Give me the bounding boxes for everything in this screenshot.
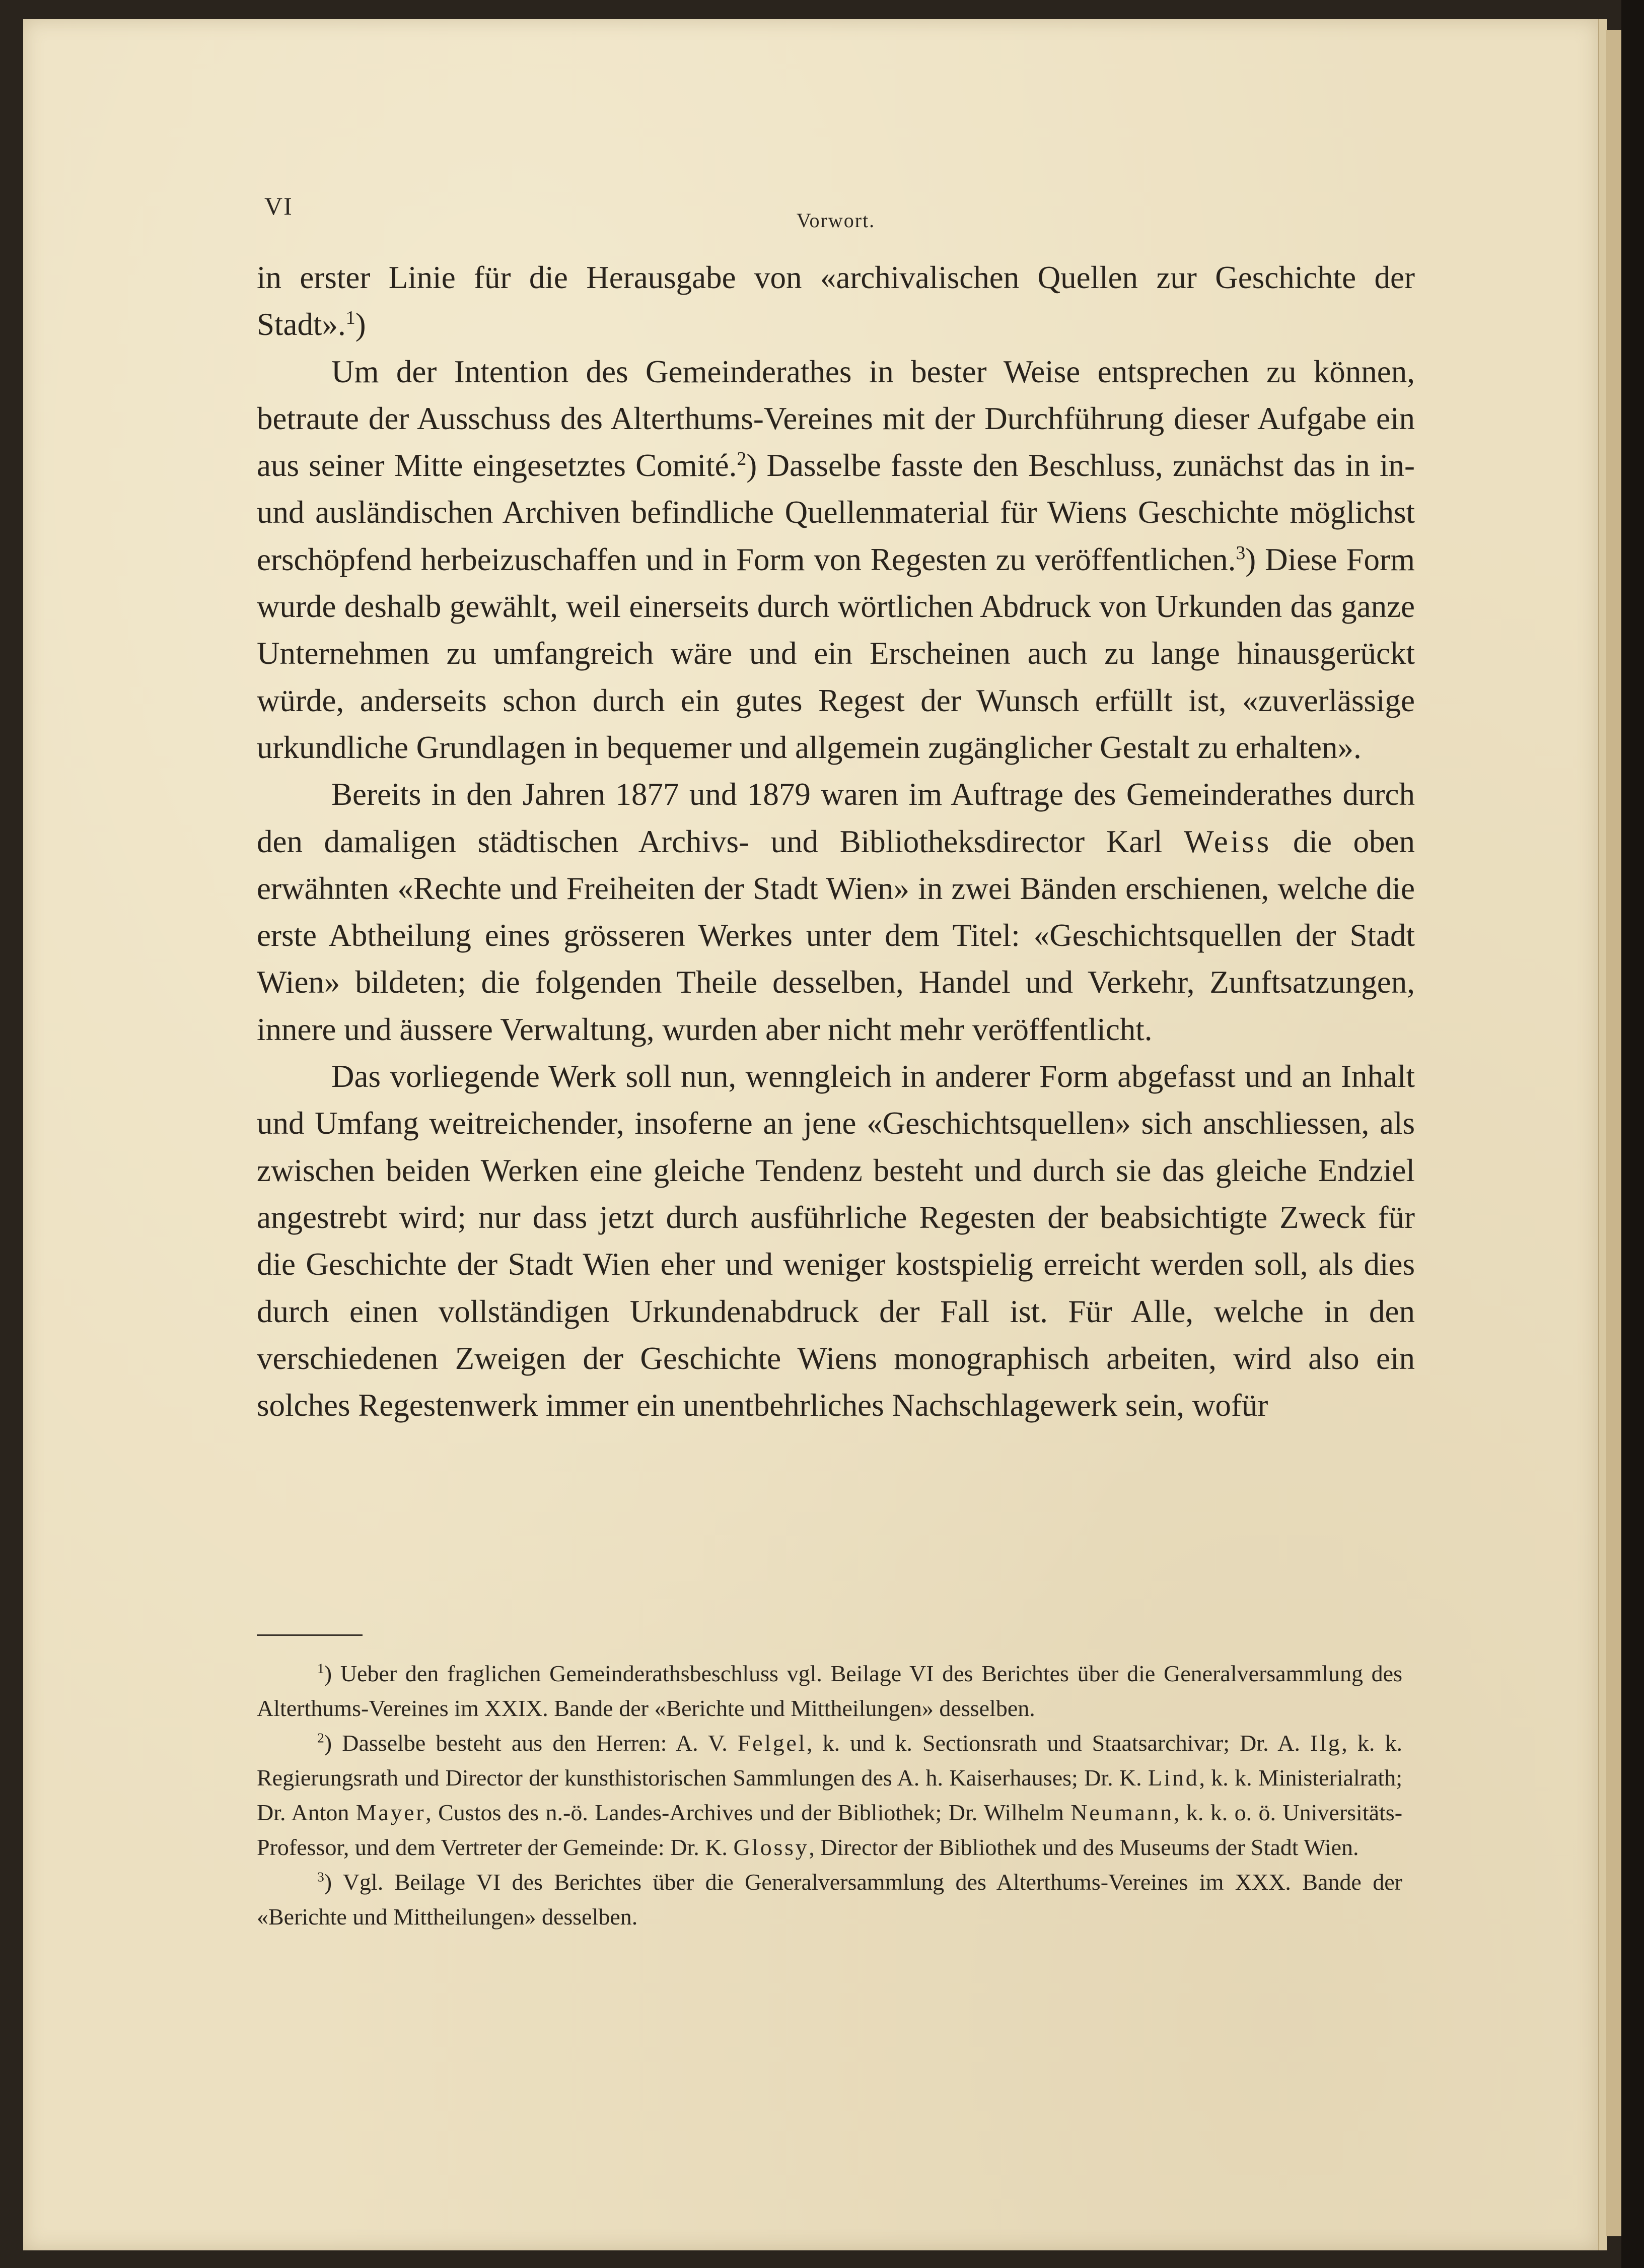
running-head	[264, 191, 1407, 232]
person-name: Weiss	[1184, 823, 1272, 859]
footnote-2: $^2$) Dasselbe besteht aus den Herren: A. V. Felgel, k. und k. Sectionsrath und Staatsarchivar; Dr. A. Ilg, k. k. Regierungsrath und Director der kunsthistorischen Sammlungen des A. h. Kaiserhauses; Dr. K. Lind, k. k. Ministerialrath; Dr. Anton Mayer, Custos des n.-ö. Landes-Archives und der Bibliothek; Dr. Wilhelm Neumann, k. k. o. ö. Universitäts-Professor, und dem Vertreter der Gemeinde: Dr. K. Glossy, Director der Bibliothek und des Museums der Stadt Wien.	[257, 1730, 1403, 1860]
scan-border	[1621, 0, 1644, 2268]
footnote-ref-1: 1	[345, 307, 355, 329]
person-name: Glossy	[733, 1834, 809, 1860]
person-name: Lind	[1148, 1765, 1199, 1791]
paragraph-3: Bereits in den Jahren 1877 und 1879 waren im Auftrage des Gemeinderathes durch den damaligen städtischen Archivs- und Bibliotheksdirector Karl Weiss die oben erwähnten «Rechte und Freiheiten der Stadt Wien» in zwei Bänden erschienen, welche die erste Abtheilung eines grösseren Werkes unter dem Titel: «Geschichtsquellen der Stadt Wien» bildeten; die folgenden Theile desselben, Handel und Verkehr, Zunftsatzungen, innere und äussere Verwaltung, wurden aber nicht mehr veröffentlicht.	[257, 777, 1415, 1047]
footnote-rule	[257, 1634, 363, 1636]
page-edge-shadow	[1606, 30, 1621, 2236]
person-name: Felgel	[737, 1730, 807, 1756]
footnote-ref-2: 2	[737, 448, 747, 470]
paragraph-2: Um der Intention des Gemeinderathes in bester Weise entsprechen zu können, betraute der Ausschuss des Alterthums-Vereines mit der Durchführung dieser Aufgabe ein aus seiner Mitte eingesetztes Comité.$^2$) Dasselbe fasste den Beschluss, zunächst das in in- und ausländischen Archiven befindliche Quellenmaterial für Wiens Geschichte möglichst erschöpfend herbeizuschaffen und in Form von Regesten zu veröffentlichen.$^3$) Diese Form wurde deshalb gewählt, weil einerseits durch wörtlichen Abdruck von Urkunden das ganze Unternehmen zu umfangreich wäre und ein Erscheinen auch zu lange hinausgerückt würde, anderseits schon durch ein gutes Regest der Wunsch erfüllt ist, «zuverlässige urkundliche Grundlagen in bequemer und allgemein zugänglicher Gestalt zu erhalten».	[257, 354, 1415, 765]
page-number: VI	[264, 192, 293, 220]
footnote-3: $^3$) Vgl. Beilage VI des Berichtes über die Generalversammlung des Alterthums-Vereines im XXX. Bande der «Berichte und Mittheilungen» desselben.	[257, 1869, 1402, 1930]
footnote-1: $^1$) Ueber den fraglichen Gemeinderathsbeschluss vgl. Beilage VI des Berichtes über die Generalversammlung des Alterthums-Vereines im XXIX. Bande der «Berichte und Mittheilungen» desselben.	[257, 1660, 1402, 1721]
paragraph-4: Das vorliegende Werk soll nun, wenngleich in anderer Form abgefasst und an Inhalt und Umfang weitreichender, insoferne an jene «Geschichtsquellen» sich anschliessen, als zwischen beiden Werken eine gleiche Tendenz besteht und durch sie das gleiche Endziel angestrebt wird; nur dass jetzt durch ausführliche Regesten der beabsichtigte Zweck für die Geschichte der Stadt Wien eher und weniger kostspielig erreicht werden soll, als dies durch einen vollständigen Urkundenabdruck der Fall ist. Für Alle, welche in den verschiedenen Zweigen der Geschichte Wiens monographisch arbeiten, wird also ein solches Regestenwerk immer ein unentbehrliches Nachschlagewerk sein, wofür	[257, 1059, 1415, 1423]
person-name: Neumann	[1070, 1800, 1174, 1825]
main-text	[257, 254, 1415, 1429]
person-name: Ilg	[1310, 1730, 1342, 1756]
running-title: Vorwort.	[796, 209, 876, 232]
paragraph-1: in erster Linie für die Herausgabe von «archivalischen Quellen zur Geschichte der Stadt».$^1$)	[257, 260, 1415, 342]
footnotes	[257, 1656, 1402, 1934]
person-name: Mayer	[355, 1800, 426, 1825]
footnote-ref-3: 3	[1236, 542, 1246, 564]
